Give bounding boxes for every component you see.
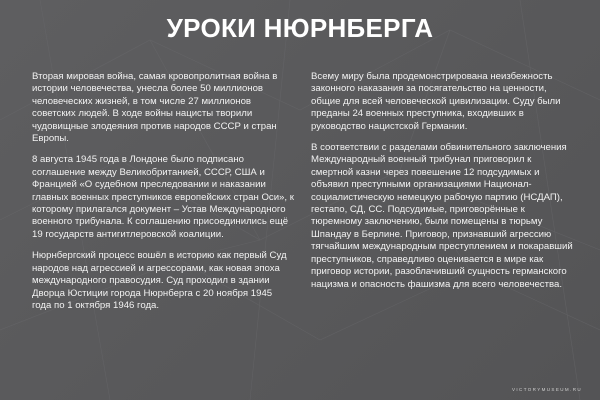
website-credit: VICTORYMUSEUM.RU (512, 387, 582, 392)
left-text-column (32, 71, 294, 321)
paragraph: Всему миру была продемонстрирована неизбежность законного наказания за посягательство на ценности, общие для всей человеческой цивилизации. Суду были преданы 24 военных преступника, входивших в руководство нацистской Германии. (311, 71, 561, 132)
paragraph: Вторая мировая война, самая кровопролитная война в истории человечества, унесла более 50 миллионов человеческих жизней, в том числе 27 миллионов советских людей. В ходе войны нацисты творили чудовищные злодеяния против народов СССР и стран Европы. (32, 71, 278, 145)
page-title: УРОКИ НЮРНБЕРГА (166, 13, 434, 43)
paragraph: Нюрнбергский процесс вошёл в историю как первый Суд народов над агрессией и агрессорами, как новая эпоха международного правосудия. Суд проходил в здании Дворца Юстиции города Нюрнберга с 20 ноября 1945 года по 1 октября 1946 года. (32, 250, 287, 311)
paragraph: 8 августа 1945 года в Лондоне было подписано соглашение между Великобританией, СССР, США и Францией «О судебном преследовании и наказании главных военных преступников европейских стран Оси», к которому прилагался документ – Устав Международного военного трибунала. К соглашению присоединились ещё 19 государств антигитлеровской коалиции. (32, 154, 294, 240)
right-text-column (311, 71, 573, 300)
paragraph: В соответствии с разделами обвинительного заключения Международный военный трибунал приговорил к смертной казни через повешение 12 подсудимых и объявил преступными организациями Национал-социалистическую немецкую рабочую партию (НСДАП), гестапо, СД, СС. Подсудимые, приговорённые к тюремному заключению, были помещены в тюрьму Шпандау в Берлине. Приговор, признавший агрессию тягчайшим международным преступлением и покаравший преступников, справедливо оценивается в мире как приговор истории, разоблачивший сущность германского нацизма и опасность фашизма для всего человечества. (311, 142, 573, 290)
